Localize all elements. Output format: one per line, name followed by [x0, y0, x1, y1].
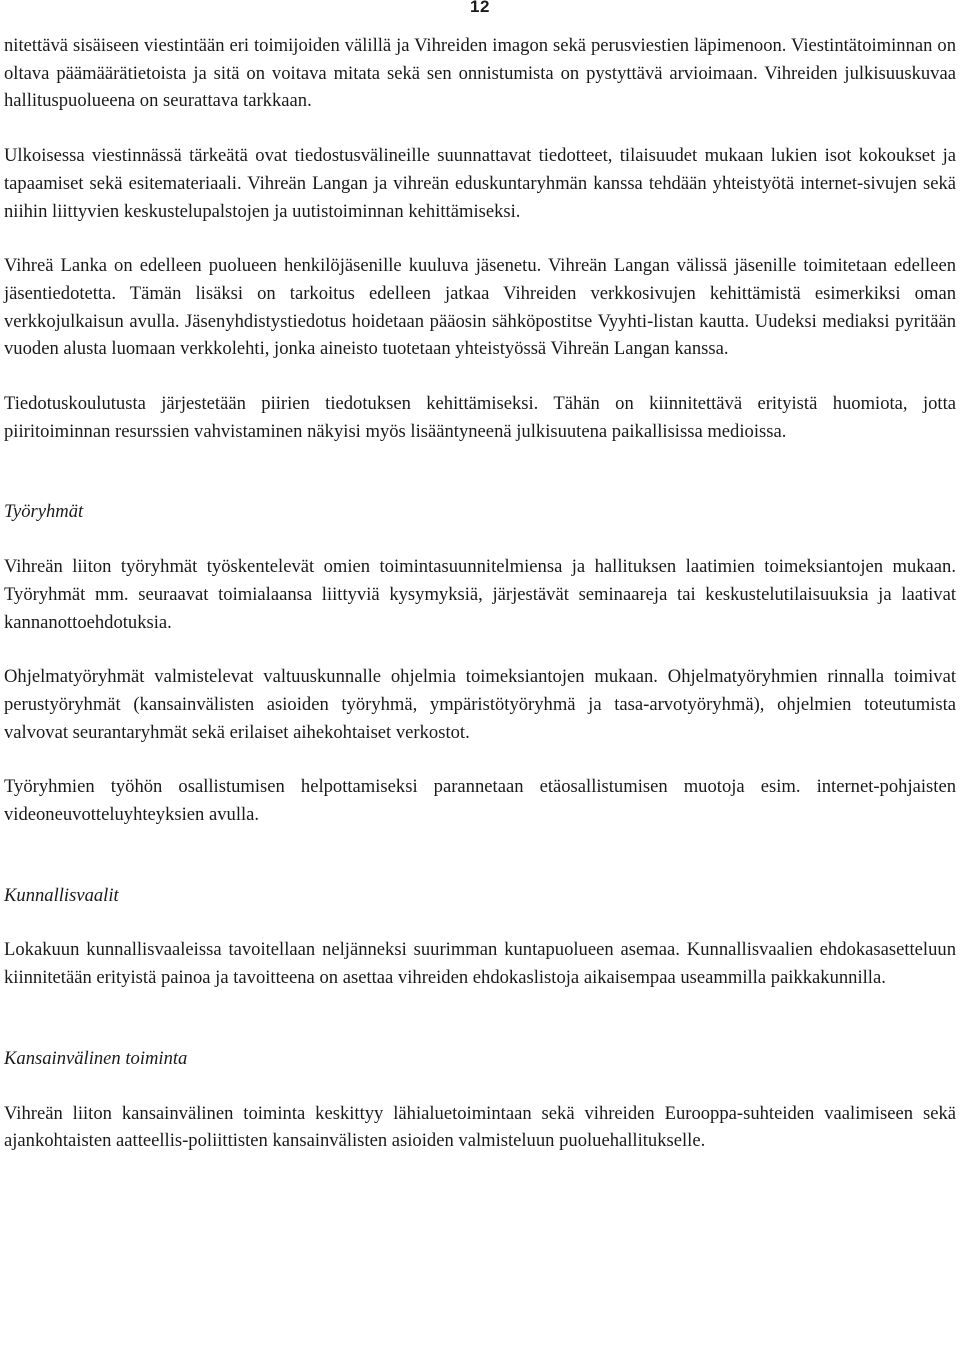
- paragraph-training: Tiedotuskoulutusta järjestetään piirien tiedotuksen kehittämiseksi. Tähän on kiinnitettävä erityistä huomiota, jotta piiritoiminnan resurssien vahvistaminen näkyisi myös lisääntyneenä julkisuutena paikallisissa medioissa.: [4, 393, 956, 442]
- paragraph-remote-participation: Työryhmien työhön osallistumisen helpottamiseksi parannetaan etäosallistumisen muotoja esim. internet-pohjaisten videoneuvotteluyhteyksien avulla.: [4, 776, 956, 826]
- heading-kunnallisvaalit: Kunnallisvaalit: [4, 884, 119, 906]
- heading-tyoryhmat: Työryhmät: [4, 501, 84, 523]
- paragraph-vihrea-lanka: Vihreä Lanka on edelleen puolueen henkilöjäsenille kuuluva jäsenetu. Vihreän Langan välissä jäsenille toimitetaan edelleen jäsentiedotetta. Tämän lisäksi on tarkoitus edelleen jatkaa Vihreiden verkkosivujen kehittämistä esimerkiksi oman verkkojulkaisun avulla. Jäsenyhdistystiedotus hoidetaan pääosin sähköpostitse Vyyhti-listan kautta. Uudeksi mediaksi pyritään vuoden alusta luomaan verkkolehti, jonka aineisto tuotetaan yhteistyössä Vihreän Langan kanssa.: [4, 255, 956, 360]
- paragraph-program-groups: Ohjelmatyöryhmät valmistelevat valtuuskunnalle ohjelmia toimeksiantojen mukaan. Ohjelmatyöryhmien rinnalla toimivat perustyöryhmät (kansainvälisten asioiden työryhmä, ympäristötyöryhmä ja tasa-arvotyöryhmä), ohjelmien toteutumista valvovat seurantaryhmät sekä erilaiset aihekohtaiset verkostot.: [4, 666, 956, 743]
- paragraph-international-activity: Vihreän liiton kansainvälinen toiminta keskittyy lähialuetoimintaan sekä vihreiden Eurooppa-suhteiden vaalimiseen sekä ajankohtaisten aatteellis-poliittisten kansainvälisten asioiden valmisteluun puoluehallitukselle.: [4, 1102, 956, 1152]
- paragraph-internal-communication: nitettävä sisäiseen viestintään eri toimijoiden välillä ja Vihreiden imagon sekä perusviestien läpimenoon. Viestintätoiminnan on oltava päämäärätietoista ja sitä on voitava mitata sekä sen onnistumista on pystyttävä arvioimaan. Vihreiden julkisuuskuvaa hallituspuolueena on seurattava tarkkaan.: [4, 35, 956, 112]
- paragraph-working-groups: Vihreän liiton työryhmät työskentelevät omien toimintasuunnitelmiensa ja hallituksen laatimien toimeksiantojen mukaan. Työryhmät mm. seuraavat toimialaansa liittyviä kysymyksiä, järjestävät seminaareja tai keskustelutilaisuuksia ja laativat kannanottoehdotuksia.: [4, 556, 956, 633]
- heading-kansainvalinen-toiminta: Kansainvälinen toiminta: [4, 1047, 188, 1069]
- document-body: [4, 32, 956, 1155]
- paragraph-municipal-elections: Lokakuun kunnallisvaaleissa tavoitellaan neljänneksi suurimman kuntapuolueen asemaa. Kunnallisvaalien ehdokasasetteluun kiinnitetään erityistä painoa ja tavoitteena on asettaa vihreiden ehdokaslistoja aikaisempaa useammilla paikkakunnilla.: [4, 939, 956, 989]
- paragraph-external-communication: Ulkoisessa viestinnässä tärkeätä ovat tiedostusvälineille suunnattavat tiedotteet, tilaisuudet mukaan lukien isot kokoukset ja tapaamiset sekä esitemateriaali. Vihreän Langan ja vihreän eduskuntaryhmän kanssa tehdään yhteistyötä internet-sivujen sekä niihin liittyvien keskustelupalstojen ja uutistoiminnan kehittämiseksi.: [4, 145, 956, 222]
- page-number: 12: [470, 0, 490, 16]
